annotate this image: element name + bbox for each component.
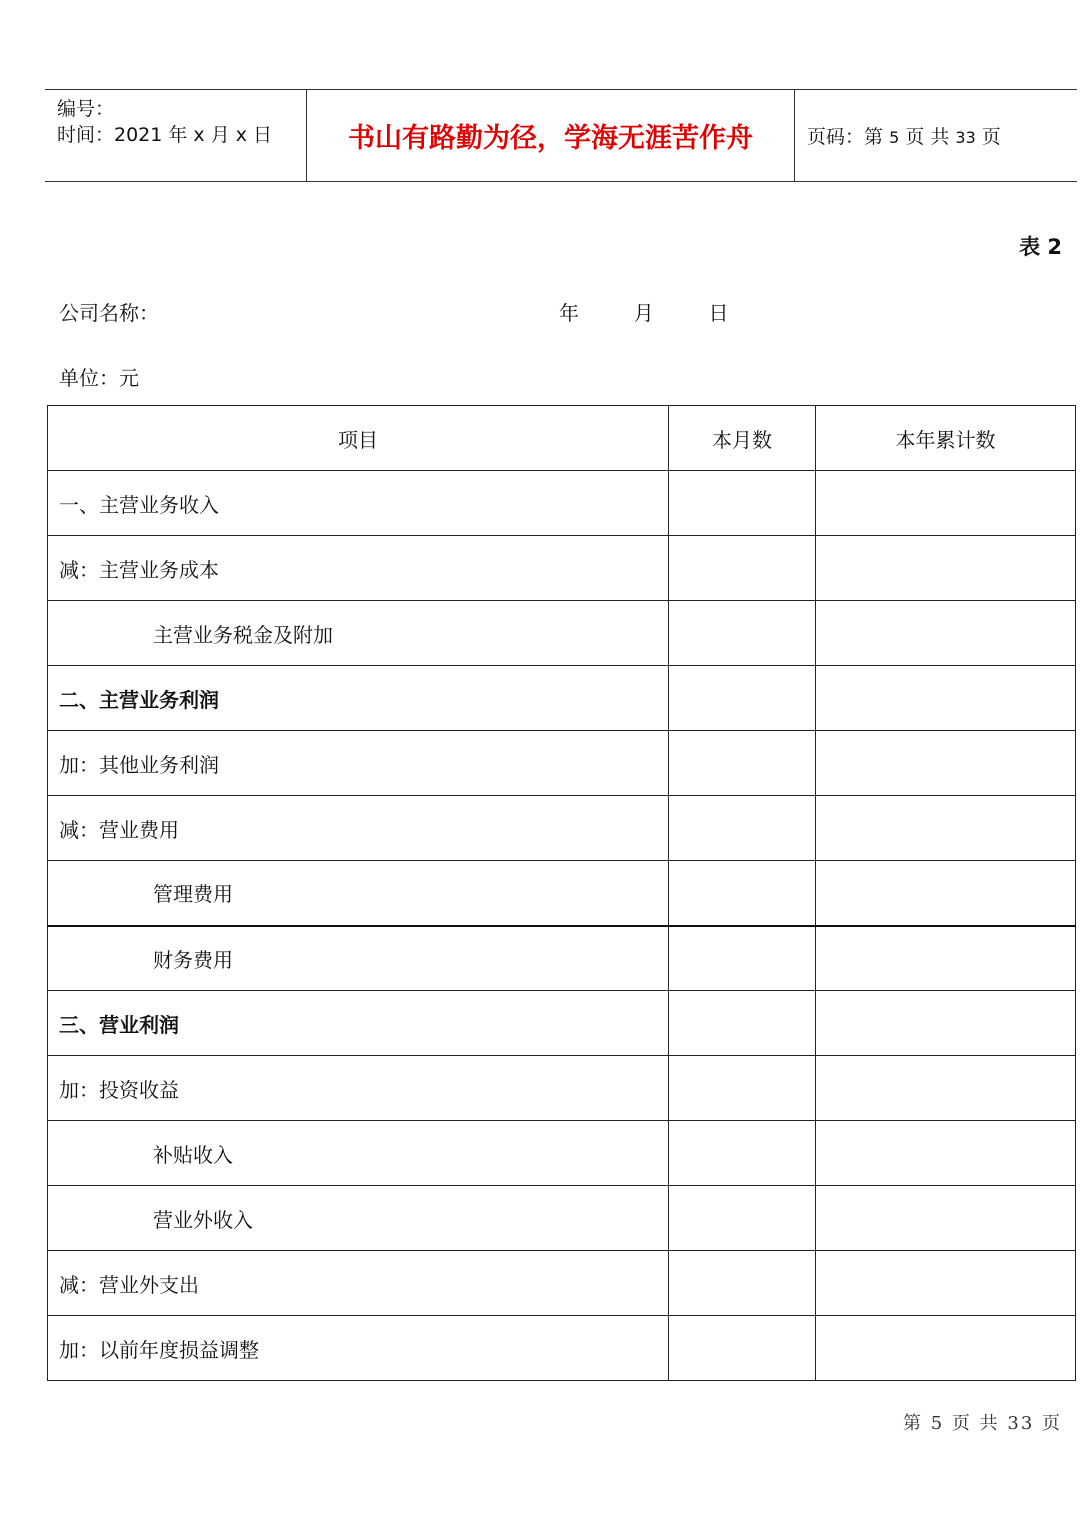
table-row (48, 796, 1076, 861)
year-label: 年 (559, 301, 579, 325)
page-current: 5 (889, 128, 900, 147)
row-month-value[interactable] (669, 1251, 816, 1316)
page-mid: 页 共 (905, 126, 950, 148)
page-total: 33 (955, 128, 976, 147)
row-month-value[interactable] (669, 926, 816, 991)
row-ytd-value[interactable] (816, 1316, 1076, 1381)
header-item: 项目 (48, 406, 669, 471)
row-item: 补贴收入 (48, 1121, 669, 1186)
page-header (45, 89, 1077, 182)
row-ytd-value[interactable] (816, 666, 1076, 731)
row-item: 一、主营业务收入 (48, 471, 669, 536)
row-item: 减：营业费用 (48, 796, 669, 861)
row-ytd-value[interactable] (816, 536, 1076, 601)
table-row (48, 926, 1076, 991)
date-line (559, 297, 728, 326)
time-label: 时间：2021 年 x 月 x 日 (57, 124, 273, 146)
row-ytd-value[interactable] (816, 861, 1076, 926)
row-month-value[interactable] (669, 666, 816, 731)
row-ytd-value[interactable] (816, 471, 1076, 536)
row-month-value[interactable] (669, 796, 816, 861)
page-prefix: 页码：第 (807, 126, 884, 148)
table-row (48, 1316, 1076, 1381)
table-header-row (48, 406, 1076, 471)
row-month-value[interactable] (669, 1121, 816, 1186)
header-page-info (807, 122, 1001, 149)
table-row (48, 861, 1076, 926)
table-row (48, 1251, 1076, 1316)
row-month-value[interactable] (669, 1316, 816, 1381)
company-label: 公司名称： (59, 301, 159, 325)
motto-text: 书山有路勤为径，学海无涯苦作舟 (348, 123, 753, 154)
row-item: 加：以前年度损益调整 (48, 1316, 669, 1381)
page-suffix: 页 (981, 126, 1001, 148)
row-ytd-value[interactable] (816, 1186, 1076, 1251)
header-left-cell (45, 90, 307, 181)
table-row (48, 666, 1076, 731)
row-item: 加：其他业务利润 (48, 731, 669, 796)
row-month-value[interactable] (669, 861, 816, 926)
income-statement-table (47, 405, 1076, 1381)
header-ytd: 本年累计数 (816, 406, 1076, 471)
row-month-value[interactable] (669, 991, 816, 1056)
row-month-value[interactable] (669, 1186, 816, 1251)
row-item: 减：主营业务成本 (48, 536, 669, 601)
row-item: 减：营业外支出 (48, 1251, 669, 1316)
header-page-cell (795, 90, 1077, 181)
row-item: 管理费用 (48, 861, 669, 926)
row-item: 主营业务税金及附加 (48, 601, 669, 666)
row-ytd-value[interactable] (816, 796, 1076, 861)
row-ytd-value[interactable] (816, 991, 1076, 1056)
table-row (48, 1056, 1076, 1121)
row-month-value[interactable] (669, 536, 816, 601)
table-row (48, 1121, 1076, 1186)
row-month-value[interactable] (669, 601, 816, 666)
row-ytd-value[interactable] (816, 926, 1076, 991)
row-item: 营业外收入 (48, 1186, 669, 1251)
table-row (48, 991, 1076, 1056)
row-month-value[interactable] (669, 471, 816, 536)
header-motto-cell (307, 90, 795, 181)
row-ytd-value[interactable] (816, 601, 1076, 666)
row-item: 二、主营业务利润 (48, 666, 669, 731)
page-footer: 第 5 页 共 33 页 (903, 1413, 1062, 1434)
row-ytd-value[interactable] (816, 1251, 1076, 1316)
table-row (48, 1186, 1076, 1251)
day-label: 日 (708, 301, 729, 325)
month-label: 月 (633, 301, 654, 325)
table-row (48, 601, 1076, 666)
header-month: 本月数 (669, 406, 816, 471)
row-month-value[interactable] (669, 731, 816, 796)
row-month-value[interactable] (669, 1056, 816, 1121)
row-ytd-value[interactable] (816, 1056, 1076, 1121)
row-item: 三、营业利润 (48, 991, 669, 1056)
row-item: 加：投资收益 (48, 1056, 669, 1121)
unit-label: 单位：元 (59, 366, 139, 390)
row-item: 财务费用 (48, 926, 669, 991)
table-number: 表 2 (1019, 235, 1062, 259)
row-ytd-value[interactable] (816, 731, 1076, 796)
table-row (48, 471, 1076, 536)
table-row (48, 536, 1076, 601)
serial-label: 编号： (57, 98, 115, 120)
table-row (48, 731, 1076, 796)
row-ytd-value[interactable] (816, 1121, 1076, 1186)
